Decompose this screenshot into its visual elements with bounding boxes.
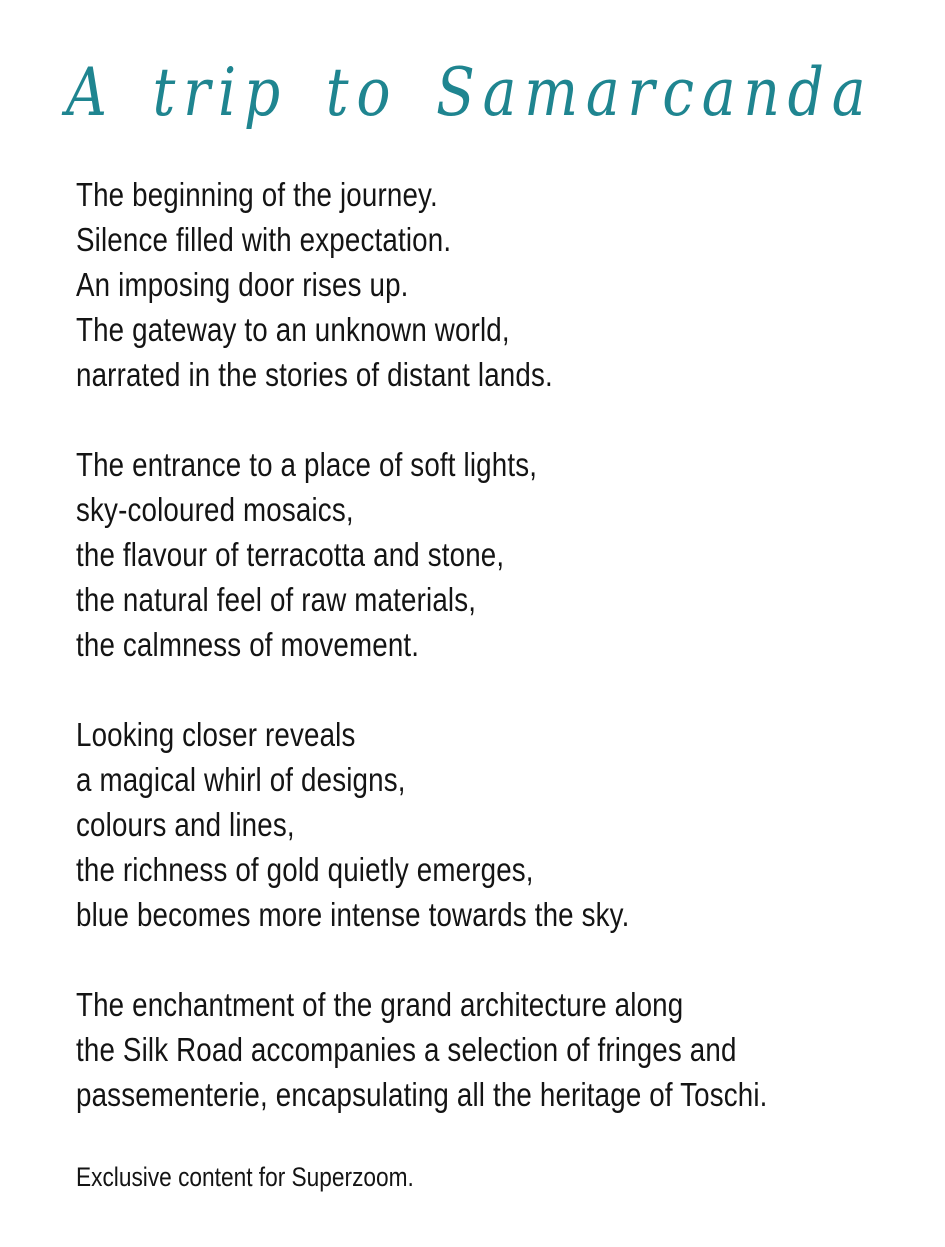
poem-line: An imposing door rises up.	[76, 266, 409, 303]
poem-line: The entrance to a place of soft lights,	[76, 446, 538, 483]
poem-line: The gateway to an unknown world,	[76, 311, 510, 348]
poem-line: narrated in the stories of distant lands.	[76, 356, 553, 393]
poem-line: the richness of gold quietly emerges,	[76, 851, 534, 888]
poem-line: the natural feel of raw materials,	[76, 581, 477, 618]
poem-line: the calmness of movement.	[76, 626, 420, 663]
stanza-3	[76, 712, 896, 937]
poem-line: Silence filled with expectation.	[76, 221, 452, 258]
poem-line: a magical whirl of designs,	[76, 761, 406, 798]
poem-line: the Silk Road accompanies a selection of fringes and	[76, 1031, 737, 1068]
poem-line: the flavour of terracotta and stone,	[76, 536, 505, 573]
footer-note: Exclusive content for Superzoom.	[76, 1162, 414, 1192]
stanza-4	[76, 982, 896, 1117]
poem-line: The beginning of the journey.	[76, 176, 438, 213]
poem-line: Looking closer reveals	[76, 716, 356, 753]
stanza-2	[76, 442, 896, 667]
poem-line: colours and lines,	[76, 806, 295, 843]
poem-line: passementerie, encapsulating all the heritage of Toschi.	[76, 1076, 768, 1113]
poem-line: sky-coloured mosaics,	[76, 491, 354, 528]
poem-line: blue becomes more intense towards the sky.	[76, 896, 630, 933]
poem-body	[76, 172, 896, 1162]
page-title: A trip to Samarcanda	[66, 54, 874, 131]
stanza-1	[76, 172, 896, 397]
poem-line: The enchantment of the grand architecture along	[76, 986, 684, 1023]
